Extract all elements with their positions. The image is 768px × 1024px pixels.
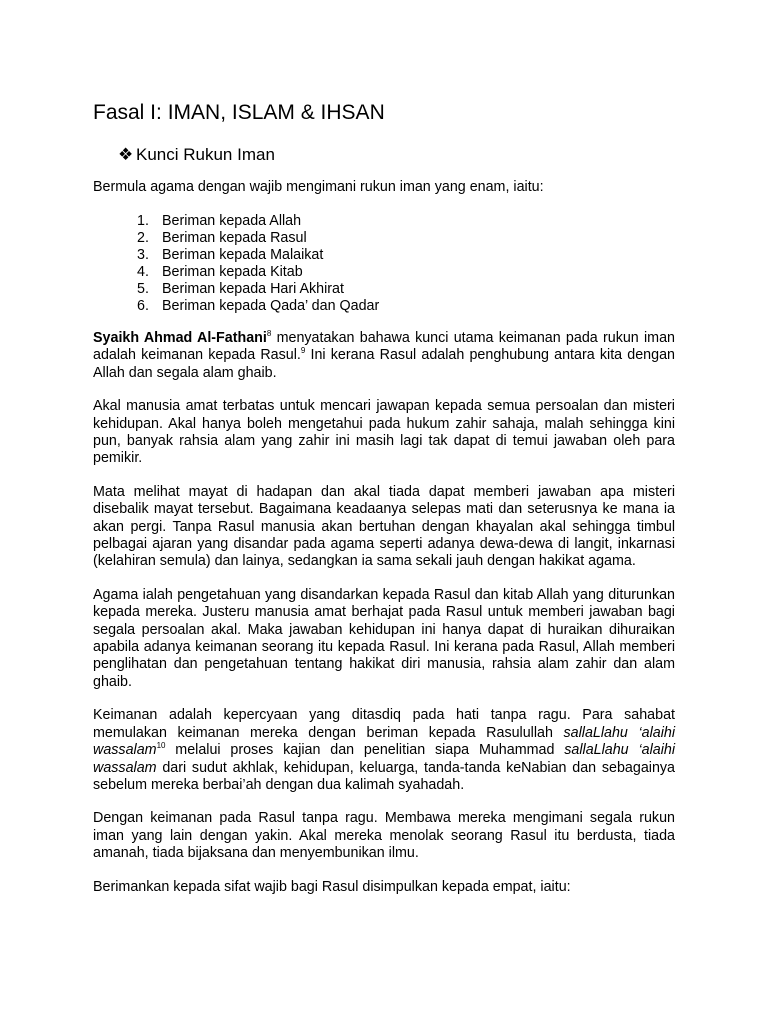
list-number: 3. [137, 246, 149, 263]
list-item [93, 230, 675, 247]
paragraph-akal: Akal manusia amat terbatas untuk mencari jawapan kepada semua persoalan dan misteri kehidupan. Akal hanya boleh mengetahui pada hukum zahir sahaja, malah sehingga kini pun, banyak rahsia alam yang zahir ini masih lagi tak dapat di temui jawaban oleh para pemikir. [93, 398, 675, 467]
list-text: Beriman kepada Kitab [162, 263, 303, 280]
list-item [93, 247, 675, 264]
paragraph-rasul-tanpa-ragu: Dengan keimanan pada Rasul tanpa ragu. Membawa mereka mengimani segala rukun iman yang lain dengan yakin. Akal mereka menolak seorang Rasul itu berdusta, tiada amanah, tiada bijaksana dan menyembunikan ilmu. [93, 810, 675, 862]
paragraph-mayat: Mata melihat mayat di hadapan dan akal tiada dapat memberi jawaban apa misteri disebalik mayat tersebut. Bagaimana keadaanya selepas mati dan seterusnya ke mana ia akan pergi. Tanpa Rasul manusia akan bertuhan dengan khayalan akal sehingga timbul pelbagai ajaran yang disandar pada agama seperti adanya dewa-dewa di langit, inkarnasi (kelahiran semula) dan lainya, sedangkan ia sama sekali jauh dengan hakikat agama. [93, 483, 675, 570]
list-number: 6. [137, 297, 149, 314]
paragraph-text: menyatakan bahawa kunci utama keimanan pada rukun iman adalah keimanan kepada Rasul. [93, 329, 675, 364]
list-text: Beriman kepada Rasul [162, 229, 307, 246]
paragraph-agama: Agama ialah pengetahuan yang disandarkan kepada Rasul dan kitab Allah yang diturunkan kepada mereka. Justeru manusia amat berhajat pada Rasul untuk memberi jawaban bagi segala persoalan akal. Maka jawaban kehidupan ini hanya dapat di huraikan dihuraikan apabila adanya keimanan seorang itu kepada Rasul. Ini kerana pada Rasul, Allah memberi penglihatan dan pengetahuan tentang hakikat diri manusia, rahsia alam zahir dan alam ghaib. [93, 586, 675, 690]
list-item [93, 281, 675, 298]
salawat-text: sallaLlahu ‘alaihi wassalam [93, 742, 676, 776]
list-number: 2. [137, 229, 149, 246]
list-number: 1. [137, 212, 149, 229]
footnote-ref: 8 [266, 329, 272, 339]
list-item [93, 213, 675, 230]
diamond-bullet-icon: ❖ [118, 145, 134, 165]
list-item [93, 298, 675, 315]
list-number: 5. [137, 280, 149, 297]
intro-paragraph: Bermula agama dengan wajib mengimani rukun iman yang enam, iaitu: [93, 178, 544, 195]
list-item [93, 264, 675, 281]
paragraph-text: Keimanan adalah kepercyaan yang ditasdiq pada hati tanpa ragu. Para sahabat memulakan keimanan mereka dengan beriman kepada Rasulullah [93, 707, 675, 741]
author-name: Syaikh Ahmad Al-Fathani [93, 329, 267, 346]
section-heading [118, 145, 675, 165]
list-number: 4. [137, 263, 149, 280]
salawat-text: sallaLlahu ‘alaihi wassalam [93, 724, 676, 759]
paragraph-sifat-wajib: Berimankan kepada sifat wajib bagi Rasul disimpulkan kepada empat, iaitu: [93, 878, 571, 895]
footnote-ref: 9 [300, 346, 306, 356]
paragraph-fathani [93, 330, 675, 382]
list-text: Beriman kepada Malaikat [162, 246, 324, 263]
paragraph-text: Ini kerana Rasul adalah penghubung antara kita dengan Allah dan segala alam ghaib. [93, 347, 675, 381]
list-text: Beriman kepada Hari Akhirat [162, 280, 344, 297]
paragraph-text: melalui proses kajian dan penelitian siapa Muhammad [165, 742, 565, 759]
document-page [93, 100, 675, 896]
pillars-list [93, 213, 675, 315]
paragraph-text: dari sudut akhlak, kehidupan, keluarga, tanda-tanda keNabian dan sebagainya sebelum mereka berbai’ah dengan dua kalimah syahadah. [93, 759, 675, 793]
page-title: Fasal I: IMAN, ISLAM & IHSAN [93, 101, 385, 124]
list-text: Beriman kepada Allah [162, 212, 302, 229]
footnote-ref: 10 [156, 741, 166, 751]
paragraph-keimanan [93, 707, 675, 794]
list-text: Beriman kepada Qada’ dan Qadar [162, 297, 380, 314]
section-heading-text: Kunci Rukun Iman [136, 145, 275, 165]
